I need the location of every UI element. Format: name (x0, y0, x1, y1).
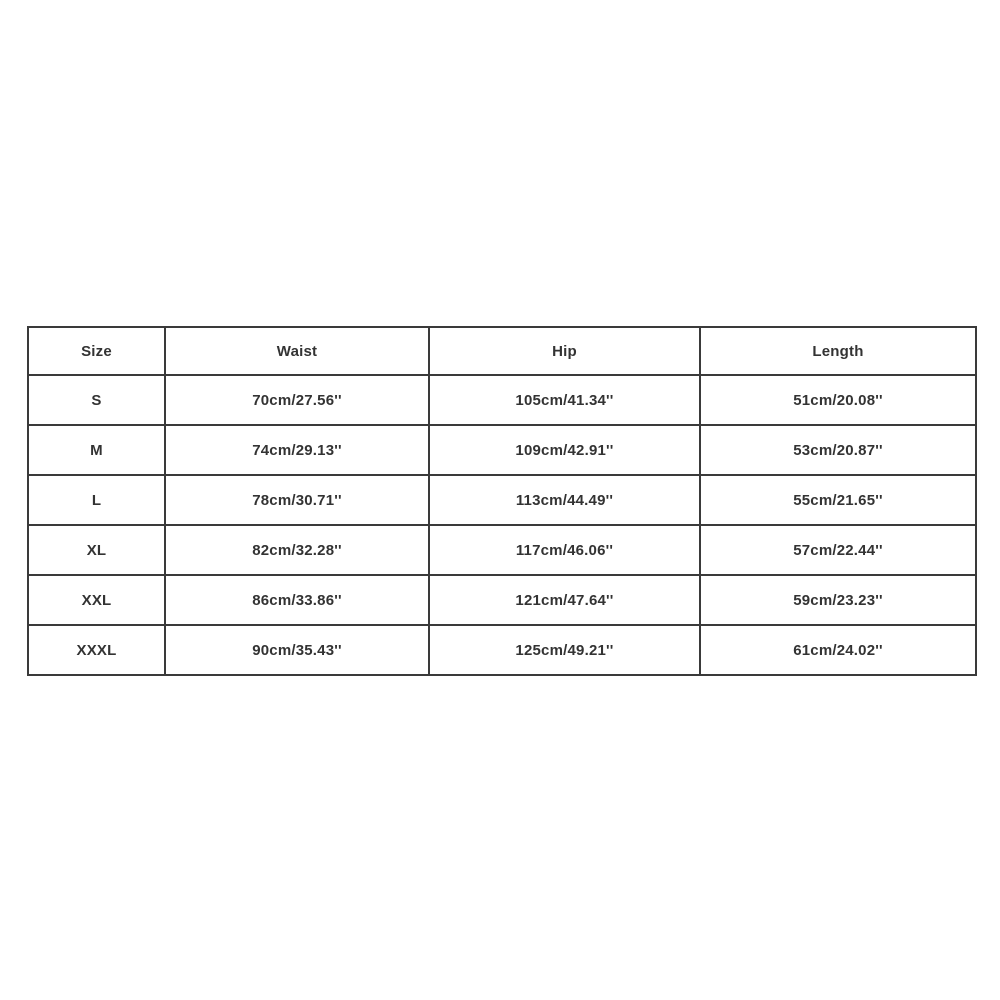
cell-waist: 74cm/29.13'' (165, 425, 429, 475)
column-header-hip: Hip (429, 327, 700, 375)
cell-waist: 82cm/32.28'' (165, 525, 429, 575)
header-row (28, 327, 976, 375)
cell-length: 51cm/20.08'' (700, 375, 976, 425)
cell-hip: 125cm/49.21'' (429, 625, 700, 675)
cell-size: XXL (28, 575, 165, 625)
cell-hip: 121cm/47.64'' (429, 575, 700, 625)
cell-size: XL (28, 525, 165, 575)
cell-hip: 105cm/41.34'' (429, 375, 700, 425)
table-row-s (28, 375, 976, 425)
column-header-length: Length (700, 327, 976, 375)
cell-length: 55cm/21.65'' (700, 475, 976, 525)
cell-waist: 78cm/30.71'' (165, 475, 429, 525)
cell-length: 61cm/24.02'' (700, 625, 976, 675)
column-header-waist: Waist (165, 327, 429, 375)
table-row-xl (28, 525, 976, 575)
cell-hip: 117cm/46.06'' (429, 525, 700, 575)
cell-hip: 109cm/42.91'' (429, 425, 700, 475)
cell-waist: 90cm/35.43'' (165, 625, 429, 675)
cell-length: 53cm/20.87'' (700, 425, 976, 475)
cell-waist: 86cm/33.86'' (165, 575, 429, 625)
size-chart-table (27, 326, 977, 676)
table-row-l (28, 475, 976, 525)
cell-size: S (28, 375, 165, 425)
cell-waist: 70cm/27.56'' (165, 375, 429, 425)
table-row-m (28, 425, 976, 475)
table-row-xxxl (28, 625, 976, 675)
cell-size: M (28, 425, 165, 475)
size-chart (27, 326, 975, 676)
table-row-xxl (28, 575, 976, 625)
cell-size: XXXL (28, 625, 165, 675)
cell-size: L (28, 475, 165, 525)
column-header-size: Size (28, 327, 165, 375)
cell-hip: 113cm/44.49'' (429, 475, 700, 525)
cell-length: 57cm/22.44'' (700, 525, 976, 575)
cell-length: 59cm/23.23'' (700, 575, 976, 625)
